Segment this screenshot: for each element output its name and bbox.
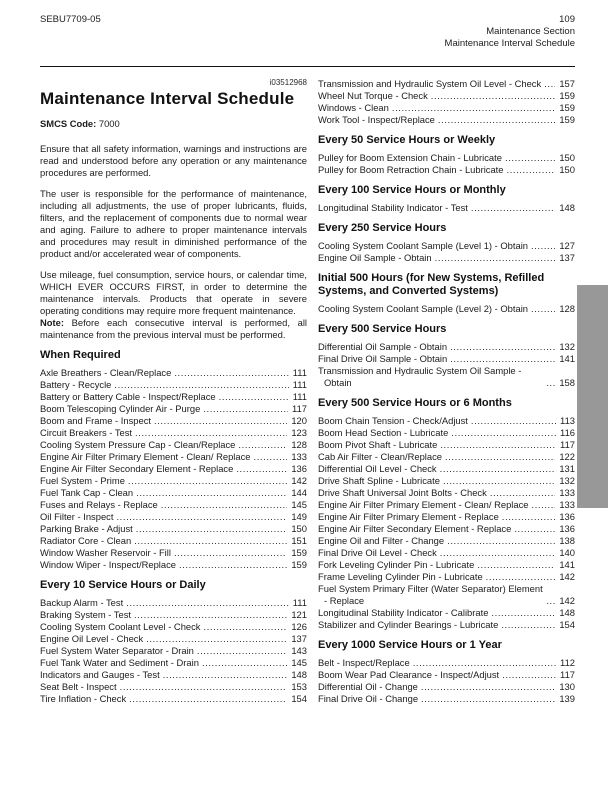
toc-item-page-number: 151 (291, 535, 307, 546)
toc-item-page-number: 159 (559, 90, 575, 101)
toc-item-page-number: 145 (291, 657, 307, 668)
dot-leader (143, 633, 287, 645)
dot-leader (111, 379, 288, 391)
toc-item-page-number: 150 (559, 152, 575, 163)
toc-item-label: Engine Air Filter Secondary Element - Replace (40, 463, 234, 474)
toc-row (318, 669, 575, 681)
toc-list (318, 303, 575, 315)
toc-item-label: Axle Breathers - Clean/Replace (40, 367, 172, 378)
toc-item-label: Battery or Battery Cable - Inspect/Replace (40, 391, 216, 402)
dot-leader (499, 669, 556, 681)
toc-row (318, 78, 575, 90)
toc-item-page-number: 159 (559, 114, 575, 125)
toc-row (40, 427, 307, 439)
dot-leader (511, 523, 555, 535)
toc-item-page-number: 121 (291, 609, 307, 620)
toc-row (318, 547, 575, 559)
dot-leader (428, 90, 556, 102)
interval-section-heading: Every 250 Service Hours (318, 222, 447, 234)
toc-row (318, 252, 575, 264)
toc-list (318, 202, 575, 214)
dot-leader (528, 303, 555, 315)
toc-item-label: Pulley for Boom Retraction Chain - Lubricate (318, 164, 504, 175)
toc-row (40, 511, 307, 523)
toc-item-page-number: 120 (291, 415, 307, 426)
note-paragraph (40, 317, 307, 341)
dot-leader (499, 511, 556, 523)
toc-item-label: Backup Alarm - Test (40, 597, 124, 608)
toc-item-page-number: 159 (291, 559, 307, 570)
toc-row (40, 559, 307, 571)
toc-row (40, 499, 307, 511)
toc-item-label: Circuit Breakers - Test (40, 427, 133, 438)
toc-row (40, 609, 307, 621)
toc-item-label: Fork Leveling Cylinder Pin - Lubricate (318, 559, 475, 570)
dot-leader (432, 252, 556, 264)
toc-row (318, 559, 575, 571)
dot-leader (448, 427, 556, 439)
interval-section-heading: Every 10 Service Hours or Daily (40, 579, 206, 591)
dot-leader (171, 547, 287, 559)
dot-leader (543, 377, 555, 389)
toc-item-label: Indicators and Gauges - Test (40, 669, 160, 680)
note-label: Note: (40, 317, 64, 328)
toc-row (40, 451, 307, 463)
toc-item-page-number: 139 (559, 693, 575, 704)
toc-item-label: Engine Oil Level - Check (40, 633, 144, 644)
toc-item-page-number: 136 (559, 511, 575, 522)
toc-list (318, 78, 575, 126)
dot-leader (171, 367, 288, 379)
toc-item-label: Boom and Frame - Inspect (40, 415, 151, 426)
toc-item-label: Cooling System Coolant Level - Check (40, 621, 201, 632)
toc-item-label: Boom Telescoping Cylinder Air - Purge (40, 403, 201, 414)
dot-leader (498, 619, 555, 631)
toc-item-page-number: 138 (559, 535, 575, 546)
toc-row (40, 403, 307, 415)
smcs-value: 7000 (98, 118, 120, 129)
dot-leader (483, 571, 556, 583)
toc-item-page-number: 133 (559, 499, 575, 510)
toc-row (318, 523, 575, 535)
dot-leader (418, 693, 555, 705)
toc-row (318, 303, 575, 315)
toc-item-page-number: 137 (291, 633, 307, 644)
toc-item-label: Fuel Tank Cap - Clean (40, 487, 134, 498)
toc-row (40, 487, 307, 499)
toc-item-label: Radiator Core - Clean (40, 535, 132, 546)
toc-item-page-number: 111 (292, 379, 307, 390)
toc-item-label: Windows - Clean (318, 102, 389, 113)
header-divider (40, 66, 575, 67)
toc-item-page-number: 143 (291, 645, 307, 656)
dot-leader (160, 669, 288, 681)
toc-item-label: Cooling System Pressure Cap - Clean/Replace (40, 439, 236, 450)
dot-leader (442, 451, 555, 463)
toc-item-page-number: 133 (291, 451, 307, 462)
toc-item-page-number: 132 (559, 341, 575, 352)
dot-leader (529, 499, 556, 511)
body-paragraph: Ensure that all safety information, warnings and instructions are read and understood before any operation or any maintenance procedures are performed. (40, 143, 307, 178)
toc-row (40, 693, 307, 705)
smcs-label: SMCS Code: (40, 118, 97, 129)
dot-leader (468, 202, 555, 214)
toc-item-label: Battery - Recycle (40, 379, 112, 390)
toc-row (318, 152, 575, 164)
toc-item-label: Differential Oil - Change (318, 681, 418, 692)
dot-leader (435, 114, 555, 126)
dot-leader (487, 487, 556, 499)
section-thumb-tab (577, 285, 608, 508)
toc-item-label: Stabilizer and Cylinder Bearings - Lubricate (318, 619, 499, 630)
toc-item-label: Belt - Inspect/Replace (318, 657, 410, 668)
toc-item-label: Differential Oil Level - Check (318, 463, 437, 474)
dot-leader (117, 681, 288, 693)
toc-item-label: Pulley for Boom Extension Chain - Lubricate (318, 152, 502, 163)
toc-row (318, 164, 575, 176)
toc-item-label: Engine Oil Sample - Obtain (318, 252, 432, 263)
toc-list (318, 415, 575, 631)
dot-leader (488, 607, 555, 619)
toc-item-page-number: 126 (291, 621, 307, 632)
toc-row (318, 102, 575, 114)
toc-row (40, 463, 307, 475)
dot-leader (176, 559, 287, 571)
interval-section-heading: Every 500 Service Hours (318, 323, 447, 335)
interval-section-heading: When Required (40, 349, 121, 361)
dot-leader (200, 403, 288, 415)
header-right-block (445, 14, 575, 50)
interval-section-heading: Every 500 Service Hours or 6 Months (318, 397, 512, 409)
dot-leader (437, 463, 556, 475)
intro-paragraphs (40, 143, 307, 317)
interval-section-heading: Every 100 Service Hours or Monthly (318, 184, 506, 196)
toc-item-page-number: 117 (292, 403, 307, 414)
dot-leader (418, 681, 555, 693)
toc-row (318, 353, 575, 365)
toc-row (40, 379, 307, 391)
toc-row (40, 681, 307, 693)
toc-row (318, 657, 575, 669)
dot-leader (440, 475, 555, 487)
toc-item-label: Cooling System Coolant Sample (Level 2) - Obtain (318, 303, 528, 314)
toc-item-label: Final Drive Oil - Change (318, 693, 419, 704)
toc-item-page-number: 159 (559, 102, 575, 113)
dot-leader (444, 535, 555, 547)
toc-item-page-number: 148 (559, 607, 575, 618)
toc-row (40, 415, 307, 427)
toc-item-page-number: 128 (559, 303, 575, 314)
dot-leader (194, 645, 287, 657)
toc-item-label: Transmission and Hydraulic System Oil Level - Check (318, 78, 542, 89)
document-code: SEBU7709-05 (40, 14, 101, 25)
toc-row (318, 114, 575, 126)
toc-item-page-number: 117 (560, 439, 575, 450)
dot-leader (474, 559, 555, 571)
right-toc-sections (318, 78, 575, 705)
toc-item-label: Engine Air Filter Primary Element - Replace (318, 511, 499, 522)
toc-item-label: Window Washer Reservoir - Fill (40, 547, 171, 558)
toc-row (318, 202, 575, 214)
dot-leader (437, 439, 556, 451)
dot-leader (113, 511, 287, 523)
dot-leader (468, 415, 556, 427)
interval-section-heading: Every 50 Service Hours or Weekly (318, 134, 496, 146)
toc-row (318, 240, 575, 252)
page-content (40, 78, 575, 707)
dot-leader (199, 657, 287, 669)
dot-leader (133, 487, 287, 499)
dot-leader (437, 547, 556, 559)
toc-list (40, 367, 307, 571)
dot-leader (233, 463, 287, 475)
toc-row (318, 90, 575, 102)
toc-item-page-number: 113 (560, 415, 575, 426)
interval-section-heading: Initial 500 Hours (for New Systems, Refilled Systems, and Converted Systems) (318, 272, 545, 297)
toc-item-label: Fuel System - Prime (40, 475, 125, 486)
dot-leader (123, 597, 289, 609)
toc-item-label: Boom Head Section - Lubricate (318, 427, 449, 438)
toc-list (318, 240, 575, 264)
toc-row (40, 439, 307, 451)
toc-item-page-number: 150 (291, 523, 307, 534)
toc-item-page-number: 148 (291, 669, 307, 680)
toc-row (40, 391, 307, 403)
toc-item-page-number: 142 (559, 595, 575, 606)
dot-leader (502, 152, 555, 164)
toc-item-page-number: 159 (291, 547, 307, 558)
toc-row (40, 657, 307, 669)
toc-item-page-number: 111 (292, 597, 307, 608)
toc-row (318, 365, 575, 389)
toc-item-page-number: 150 (559, 164, 575, 175)
running-header (40, 14, 575, 50)
subsection-name: Maintenance Interval Schedule (444, 38, 575, 49)
toc-item-label: Engine Air Filter Primary Element - Clean/ Replace (40, 451, 251, 462)
toc-item-page-number: 148 (559, 202, 575, 213)
toc-item-page-number: 111 (292, 367, 307, 378)
page-number: 109 (559, 14, 575, 25)
dot-leader (133, 523, 288, 535)
toc-row (318, 607, 575, 619)
right-column (318, 78, 575, 707)
dot-leader (151, 415, 287, 427)
toc-item-label: Final Drive Oil Level - Check (318, 547, 437, 558)
toc-item-page-number: 116 (560, 427, 575, 438)
toc-item-page-number: 149 (291, 511, 307, 522)
toc-row (318, 619, 575, 631)
dot-leader (201, 621, 288, 633)
toc-item-label: Seat Belt - Inspect (40, 681, 117, 692)
dot-leader (251, 451, 288, 463)
toc-item-label: Fuel System Primary Filter (Water Separator) Element - Replace (318, 583, 543, 606)
toc-item-page-number: 141 (559, 559, 575, 570)
toc-item-page-number: 112 (560, 657, 575, 668)
interval-section-heading: Every 1000 Service Hours or 1 Year (318, 639, 502, 651)
toc-item-page-number: 141 (559, 353, 575, 364)
toc-item-page-number: 154 (559, 619, 575, 630)
toc-row (318, 571, 575, 583)
article-title: Maintenance Interval Schedule (40, 89, 295, 108)
toc-item-page-number: 130 (559, 681, 575, 692)
toc-row (318, 415, 575, 427)
body-paragraph: The user is responsible for the performance of maintenance, including all adjustments, the use of proper lubricants, fluids, filters, and the replacement of components due to normal wear and aging. Failure to adhere to proper maintenance intervals and procedures may result in diminished performance of the product and/or accelerated wear of components. (40, 188, 307, 259)
toc-item-label: Final Drive Oil Sample - Obtain (318, 353, 448, 364)
toc-row (40, 547, 307, 559)
toc-item-label: Braking System - Test (40, 609, 132, 620)
toc-item-label: Frame Leveling Cylinder Pin - Lubricate (318, 571, 483, 582)
toc-item-page-number: 157 (559, 78, 575, 89)
toc-row (318, 427, 575, 439)
toc-row (40, 669, 307, 681)
dot-leader (158, 499, 288, 511)
toc-item-label: Differential Oil Sample - Obtain (318, 341, 448, 352)
toc-item-label: Engine Air Filter Primary Element - Clean/ Replace (318, 499, 529, 510)
toc-item-label: Fuel Tank Water and Sediment - Drain (40, 657, 199, 668)
toc-list (318, 152, 575, 176)
toc-row (40, 597, 307, 609)
toc-item-label: Oil Filter - Inspect (40, 511, 114, 522)
note-text: Before each consecutive interval is performed, all maintenance from the previous interval must be performed. (40, 317, 307, 340)
toc-item-page-number: 158 (559, 377, 575, 388)
dot-leader (126, 693, 287, 705)
toc-row (40, 633, 307, 645)
toc-list (318, 341, 575, 389)
dot-leader (389, 102, 555, 114)
toc-item-page-number: 111 (292, 391, 307, 402)
toc-item-page-number: 131 (559, 463, 575, 474)
toc-item-label: Transmission and Hydraulic System Oil Sample - Obtain (318, 365, 522, 388)
body-paragraph: Use mileage, fuel consumption, service hours, or calendar time, WHICH EVER OCCURS FIRST, in order to determine the maintenance intervals. Products that operate in severe operating conditions may require more frequent maintenance. (40, 269, 307, 316)
toc-item-label: Wheel Nut Torque - Check (318, 90, 428, 101)
toc-row (318, 463, 575, 475)
dot-leader (410, 657, 556, 669)
toc-row (318, 583, 575, 607)
toc-item-page-number: 142 (291, 475, 307, 486)
dot-leader (132, 427, 287, 439)
toc-row (318, 451, 575, 463)
toc-row (318, 681, 575, 693)
dot-leader (125, 475, 287, 487)
toc-item-page-number: 132 (559, 475, 575, 486)
toc-row (318, 693, 575, 705)
dot-leader (447, 341, 555, 353)
toc-item-label: Drive Shaft Spline - Lubricate (318, 475, 440, 486)
toc-row (318, 499, 575, 511)
dot-leader (447, 353, 555, 365)
toc-item-label: Boom Pivot Shaft - Lubricate (318, 439, 438, 450)
toc-item-label: Cab Air Filter - Clean/Replace (318, 451, 443, 462)
dot-leader (131, 609, 287, 621)
toc-item-page-number: 133 (559, 487, 575, 498)
toc-item-label: Boom Chain Tension - Check/Adjust (318, 415, 468, 426)
toc-row (318, 341, 575, 353)
toc-item-label: Boom Wear Pad Clearance - Inspect/Adjust (318, 669, 500, 680)
toc-row (318, 487, 575, 499)
section-name: Maintenance Section (486, 26, 575, 37)
toc-item-label: Longitudinal Stability Indicator - Test (318, 202, 468, 213)
toc-item-label: Work Tool - Inspect/Replace (318, 114, 435, 125)
toc-item-page-number: 117 (560, 669, 575, 680)
toc-item-label: Fuses and Relays - Replace (40, 499, 158, 510)
toc-row (40, 475, 307, 487)
toc-item-page-number: 127 (559, 240, 575, 251)
toc-item-page-number: 142 (559, 571, 575, 582)
dot-leader (541, 78, 555, 90)
toc-row (40, 367, 307, 379)
toc-item-page-number: 137 (559, 252, 575, 263)
dot-leader (131, 535, 287, 547)
toc-list (40, 597, 307, 705)
dot-leader (235, 439, 287, 451)
dot-leader (528, 240, 555, 252)
toc-item-label: Parking Brake - Adjust (40, 523, 133, 534)
toc-item-page-number: 136 (291, 463, 307, 474)
toc-list (318, 657, 575, 705)
dot-leader (504, 164, 556, 176)
toc-row (318, 511, 575, 523)
smcs-code-line (40, 118, 307, 130)
toc-item-page-number: 136 (559, 523, 575, 534)
toc-item-page-number: 154 (291, 693, 307, 704)
toc-row (40, 535, 307, 547)
toc-item-label: Fuel System Water Separator - Drain (40, 645, 194, 656)
toc-row (40, 621, 307, 633)
left-column (40, 78, 307, 707)
toc-item-label: Window Wiper - Inspect/Replace (40, 559, 176, 570)
toc-item-label: Engine Air Filter Secondary Element - Replace (318, 523, 512, 534)
toc-item-label: Drive Shaft Universal Joint Bolts - Check (318, 487, 487, 498)
toc-item-page-number: 140 (559, 547, 575, 558)
left-toc-sections (40, 349, 307, 705)
toc-item-page-number: 122 (559, 451, 575, 462)
toc-item-page-number: 128 (291, 439, 307, 450)
toc-item-label: Engine Oil and Filter - Change (318, 535, 445, 546)
toc-row (318, 439, 575, 451)
toc-item-page-number: 153 (291, 681, 307, 692)
toc-row (318, 535, 575, 547)
revision-code: i03512968 (269, 78, 307, 87)
toc-item-page-number: 123 (291, 427, 307, 438)
toc-item-page-number: 145 (291, 499, 307, 510)
toc-row (40, 523, 307, 535)
toc-item-label: Longitudinal Stability Indicator - Calibrate (318, 607, 489, 618)
dot-leader (543, 595, 555, 607)
dot-leader (216, 391, 289, 403)
toc-item-label: Cooling System Coolant Sample (Level 1) - Obtain (318, 240, 528, 251)
toc-row (40, 645, 307, 657)
toc-row (318, 475, 575, 487)
toc-item-page-number: 144 (291, 487, 307, 498)
toc-item-label: Tire Inflation - Check (40, 693, 127, 704)
